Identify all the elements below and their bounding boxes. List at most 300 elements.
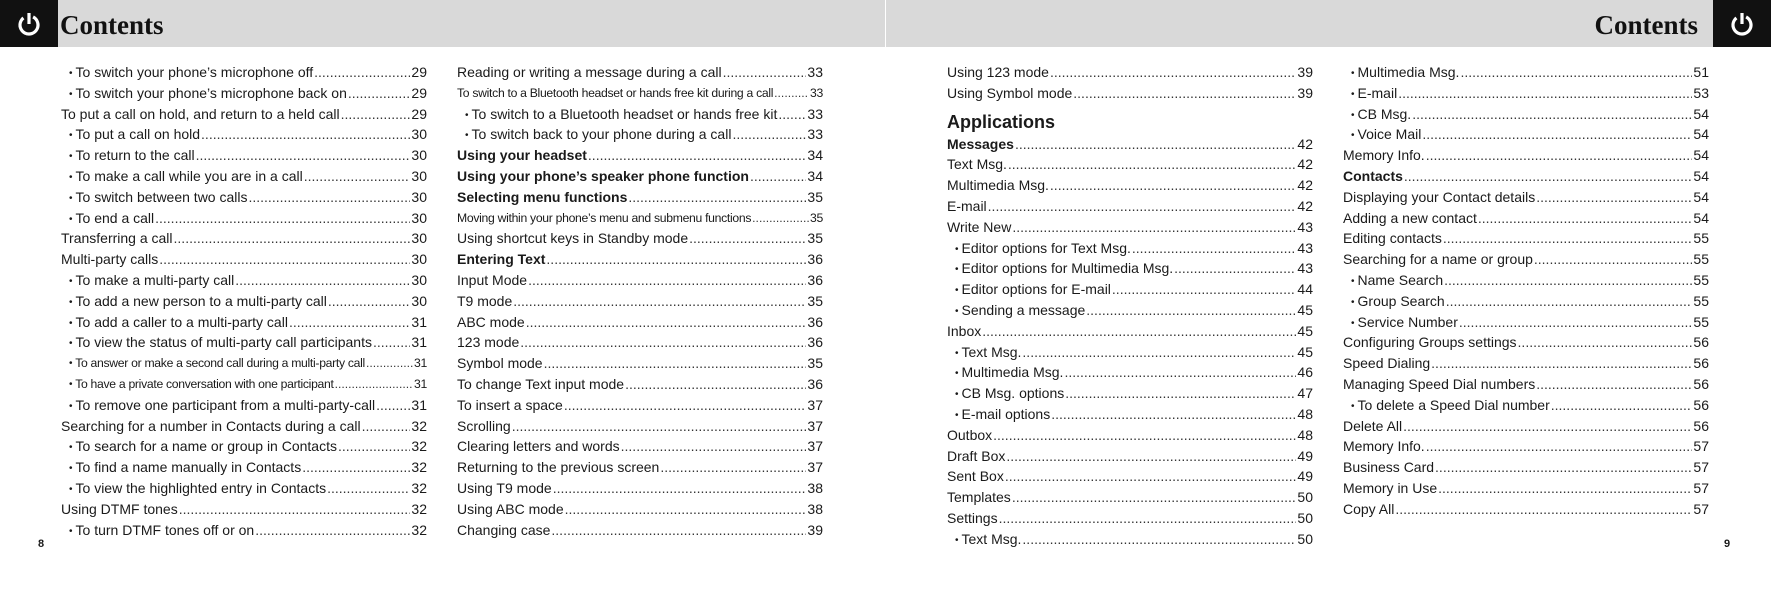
toc-page-number: 50 xyxy=(1297,530,1313,547)
dot-leader xyxy=(528,270,806,291)
toc-subentry[interactable] xyxy=(1343,83,1709,104)
toc-entry-title: T9 mode xyxy=(457,292,513,309)
dot-leader xyxy=(512,416,807,437)
dot-leader xyxy=(1015,134,1296,155)
toc-entry[interactable] xyxy=(457,499,823,520)
power-icon xyxy=(0,0,58,47)
toc-subentry[interactable] xyxy=(61,436,427,457)
toc-entry[interactable] xyxy=(1343,478,1709,499)
dot-leader xyxy=(520,332,806,353)
toc-entry-title: • To add a new person to a multi-party call xyxy=(69,291,327,312)
toc-entry[interactable] xyxy=(1343,332,1709,353)
toc-entry[interactable] xyxy=(1343,145,1709,166)
toc-entry-title: • To remove one participant from a multi-party-call xyxy=(69,395,375,416)
page-number-right: 9 xyxy=(1724,538,1731,550)
toc-entry-title: Using your headset xyxy=(457,147,587,164)
toc-entry[interactable] xyxy=(947,321,1313,342)
toc-entry[interactable] xyxy=(457,187,823,208)
toc-entry-title: Using ABC mode xyxy=(457,500,564,517)
toc-page-number: 32 xyxy=(411,438,427,455)
toc-entry[interactable] xyxy=(457,228,823,249)
toc-entry-title: Returning to the previous screen xyxy=(457,459,660,476)
dot-leader xyxy=(1534,249,1693,270)
toc-entry-title: Clearing letters and words xyxy=(457,438,620,455)
toc-page-number: 54 xyxy=(1693,147,1709,164)
toc-entry-title: • Sending a message xyxy=(955,300,1085,321)
toc-entry-title: • To view the highlighted entry in Contacts xyxy=(69,478,326,499)
toc-entry-title: Using shortcut keys in Standby mode xyxy=(457,230,689,247)
toc-entry[interactable] xyxy=(61,104,427,125)
dot-leader xyxy=(327,478,410,499)
toc-page-number: 36 xyxy=(807,313,823,330)
toc-entry[interactable] xyxy=(1343,228,1709,249)
toc-entry[interactable] xyxy=(457,457,823,478)
toc-entry[interactable] xyxy=(947,466,1313,487)
dot-leader xyxy=(732,124,806,145)
dot-leader xyxy=(660,457,806,478)
toc-page-number: 33 xyxy=(807,105,823,122)
toc-entry-title: Memory Info. xyxy=(1343,438,1425,455)
toc-page-number: 31 xyxy=(411,334,427,351)
page-title-left: Contents xyxy=(60,10,164,40)
toc-entry-title: • To make a call while you are in a call xyxy=(69,166,303,187)
toc-page-number: 30 xyxy=(411,292,427,309)
toc-entry-title: • Editor options for E-mail xyxy=(955,279,1111,300)
toc-entry-title: • E-mail xyxy=(1351,83,1397,104)
toc-page-number: 42 xyxy=(1297,177,1313,194)
toc-page-number: 37 xyxy=(807,417,823,434)
section-heading: Applications xyxy=(947,111,1056,132)
toc-subentry[interactable] xyxy=(947,238,1313,259)
toc-entry-title: Using Symbol mode xyxy=(947,84,1073,101)
toc-entry-title: Memory Info. xyxy=(1343,147,1425,164)
toc-page-number: 31 xyxy=(414,356,427,371)
toc-entry-title: • To find a name manually in Contacts xyxy=(69,457,301,478)
toc-page-number: 42 xyxy=(1297,197,1313,214)
toc-page-number: 30 xyxy=(411,209,427,226)
toc-subentry[interactable] xyxy=(1343,291,1709,312)
toc-subentry[interactable] xyxy=(1343,312,1709,333)
toc-page-number: 45 xyxy=(1297,343,1313,360)
toc-subentry[interactable] xyxy=(61,353,427,374)
dot-leader xyxy=(750,166,806,187)
toc-page-number: 38 xyxy=(807,479,823,496)
toc-entry[interactable] xyxy=(61,499,427,520)
toc-entry-title: To change Text input mode xyxy=(457,375,625,392)
toc-entry-title: • Group Search xyxy=(1351,291,1445,312)
toc-subentry[interactable] xyxy=(947,300,1313,321)
toc-page-number: 43 xyxy=(1297,218,1313,235)
toc-entry[interactable] xyxy=(1343,166,1709,187)
dot-leader xyxy=(179,499,411,520)
dot-leader xyxy=(302,457,410,478)
toc-subentry[interactable] xyxy=(61,395,427,416)
toc-page-number: 37 xyxy=(807,459,823,476)
toc-subentry[interactable] xyxy=(61,374,427,395)
toc-subentry[interactable] xyxy=(1343,62,1709,83)
toc-entry-title: Adding a new contact xyxy=(1343,209,1477,226)
toc-entry[interactable] xyxy=(457,353,823,374)
toc-page-number: 54 xyxy=(1693,167,1709,184)
dot-leader xyxy=(1444,270,1692,291)
toc-subentry[interactable] xyxy=(61,457,427,478)
toc-page-number: 53 xyxy=(1693,84,1709,101)
toc-entry[interactable] xyxy=(457,478,823,499)
dot-leader xyxy=(1065,383,1296,404)
toc-entry[interactable] xyxy=(947,487,1313,508)
dot-leader xyxy=(314,62,410,83)
toc-entry[interactable] xyxy=(457,520,823,541)
page-title-right: Contents xyxy=(1594,10,1698,40)
dot-leader xyxy=(366,353,413,374)
toc-entry-title: Outbox xyxy=(947,426,993,443)
dot-leader xyxy=(1460,62,1692,83)
toc-entry-title: • To switch to a Bluetooth headset or hands free kit xyxy=(465,104,777,125)
toc-subentry[interactable] xyxy=(457,124,823,145)
toc-subentry[interactable] xyxy=(61,520,427,541)
toc-entry-title: Multimedia Msg. xyxy=(947,177,1049,194)
toc-column-2 xyxy=(457,62,823,540)
dot-leader xyxy=(1412,104,1692,125)
toc-subentry[interactable] xyxy=(61,478,427,499)
toc-entry[interactable] xyxy=(947,425,1313,446)
toc-entry-title: Draft Box xyxy=(947,447,1006,464)
toc-entry[interactable] xyxy=(457,332,823,353)
toc-page-number: 51 xyxy=(1693,64,1709,80)
toc-entry[interactable] xyxy=(947,446,1313,467)
toc-entry[interactable] xyxy=(457,395,823,416)
toc-entry-title: Configuring Groups settings xyxy=(1343,334,1517,351)
toc-subentry[interactable] xyxy=(1343,124,1709,145)
toc-page-number: 30 xyxy=(411,251,427,268)
dot-leader xyxy=(1536,187,1692,208)
toc-page-number: 32 xyxy=(411,479,427,496)
dot-leader xyxy=(621,436,807,457)
toc-entry-title: • To put a call on hold xyxy=(69,124,200,145)
toc-subentry[interactable] xyxy=(61,291,427,312)
toc-page-number: 35 xyxy=(810,210,823,225)
toc-page-number: 33 xyxy=(810,85,823,100)
toc-entry[interactable] xyxy=(1343,457,1709,478)
toc-entry-title: 123 mode xyxy=(457,334,520,351)
toc-entry[interactable] xyxy=(947,196,1313,217)
dot-leader xyxy=(201,124,410,145)
toc-entry-title: Memory in Use xyxy=(1343,479,1438,496)
toc-page-number: 39 xyxy=(1297,64,1313,80)
toc-entry-title: • Multimedia Msg. xyxy=(955,362,1063,383)
toc-entry-title: Messages xyxy=(947,135,1014,152)
dot-leader xyxy=(1050,62,1296,83)
dot-leader xyxy=(1112,279,1297,300)
toc-subentry[interactable] xyxy=(1343,395,1709,416)
dot-leader xyxy=(1398,83,1692,104)
toc-page-number: 33 xyxy=(807,64,823,80)
toc-subentry[interactable] xyxy=(1343,104,1709,125)
toc-entry[interactable] xyxy=(947,154,1313,175)
toc-page-number: 55 xyxy=(1693,271,1709,288)
toc-page-number: 31 xyxy=(414,376,427,391)
toc-entry-title: Delete All xyxy=(1343,417,1403,434)
dot-leader xyxy=(1435,457,1692,478)
toc-page-number: 56 xyxy=(1693,334,1709,351)
dot-leader xyxy=(335,374,413,395)
dot-leader xyxy=(362,416,411,437)
dot-leader xyxy=(993,425,1296,446)
toc-entry-title: • Multimedia Msg. xyxy=(1351,62,1459,83)
toc-entry-title: Write New xyxy=(947,218,1012,235)
dot-leader xyxy=(174,228,411,249)
toc-entry-title: • CB Msg. options xyxy=(955,383,1064,404)
toc-entry[interactable] xyxy=(1343,187,1709,208)
toc-entry-title: Using your phone’s speaker phone function xyxy=(457,167,749,184)
toc-entry-title: ABC mode xyxy=(457,313,525,330)
dot-leader xyxy=(544,353,807,374)
toc-page-number: 54 xyxy=(1693,209,1709,226)
toc-entry[interactable] xyxy=(457,83,823,104)
toc-entry[interactable] xyxy=(457,270,823,291)
toc-subentry[interactable] xyxy=(947,342,1313,363)
dot-leader xyxy=(1022,342,1296,363)
toc-entry[interactable] xyxy=(457,249,823,270)
toc-entry-title: • Editor options for Multimedia Msg. xyxy=(955,258,1173,279)
toc-entry-title: • E-mail options xyxy=(955,404,1050,425)
toc-page-number: 39 xyxy=(807,521,823,538)
dot-leader xyxy=(196,145,411,166)
dot-leader xyxy=(1551,395,1693,416)
toc-entry-title: Editing contacts xyxy=(1343,230,1442,247)
toc-entry-title: Changing case xyxy=(457,521,551,538)
dot-leader xyxy=(1132,238,1297,259)
dot-leader xyxy=(155,208,410,229)
toc-entry-title: Contacts xyxy=(1343,167,1403,184)
dot-leader xyxy=(1536,374,1692,395)
dot-leader xyxy=(565,499,807,520)
dot-leader xyxy=(1051,404,1296,425)
toc-entry[interactable] xyxy=(457,374,823,395)
toc-page-number: 54 xyxy=(1693,188,1709,205)
dot-leader xyxy=(1174,258,1296,279)
toc-entry-title: • To answer or make a second call during a multi-party call xyxy=(69,353,365,374)
toc-entry[interactable] xyxy=(947,62,1313,83)
toc-entry-title: Searching for a number in Contacts during a call xyxy=(61,417,361,434)
dot-leader xyxy=(564,395,807,416)
dot-leader xyxy=(328,291,411,312)
toc-page-number: 43 xyxy=(1297,239,1313,256)
toc-subentry[interactable] xyxy=(947,279,1313,300)
toc-page-number: 31 xyxy=(411,396,427,413)
dot-leader xyxy=(376,395,410,416)
toc-page-number: 39 xyxy=(1297,84,1313,101)
toc-page-number: 48 xyxy=(1297,426,1313,443)
toc-entry[interactable] xyxy=(457,312,823,333)
toc-page-number: 55 xyxy=(1693,313,1709,330)
toc-entry[interactable] xyxy=(61,228,427,249)
toc-subentry[interactable] xyxy=(947,258,1313,279)
toc-page-number: 50 xyxy=(1297,509,1313,526)
toc-subentry[interactable] xyxy=(947,404,1313,425)
toc-entry-title: Reading or writing a message during a call xyxy=(457,64,722,80)
toc-entry[interactable] xyxy=(947,83,1313,104)
toc-page-number: 32 xyxy=(411,500,427,517)
dot-leader xyxy=(1426,145,1693,166)
toc-page-number: 35 xyxy=(807,230,823,247)
toc-page-number: 35 xyxy=(807,188,823,205)
toc-entry-title: • Text Msg. xyxy=(955,342,1021,363)
toc-subentry[interactable] xyxy=(61,312,427,333)
toc-entry-title: Using 123 mode xyxy=(947,64,1049,80)
dot-leader xyxy=(1064,362,1296,383)
dot-leader xyxy=(553,478,807,499)
dot-leader xyxy=(1426,436,1693,457)
toc-page-number: 57 xyxy=(1693,479,1709,496)
toc-page-number: 42 xyxy=(1297,135,1313,152)
toc-entry-title: • To return to the call xyxy=(69,145,195,166)
toc-entry[interactable] xyxy=(1343,499,1709,520)
toc-entry-title: Displaying your Contact details xyxy=(1343,188,1536,205)
toc-subentry[interactable] xyxy=(61,62,427,83)
toc-subentry[interactable] xyxy=(947,362,1313,383)
toc-entry[interactable] xyxy=(457,208,823,229)
toc-entry-title: • Editor options for Text Msg. xyxy=(955,238,1131,259)
toc-subentry[interactable] xyxy=(61,83,427,104)
toc-entry[interactable] xyxy=(1343,208,1709,229)
toc-entry-title: To insert a space xyxy=(457,396,563,413)
toc-entry-title: Speed Dialing xyxy=(1343,355,1431,372)
toc-entry-title: Selecting menu functions xyxy=(457,188,628,205)
toc-entry[interactable] xyxy=(1343,436,1709,457)
toc-entry[interactable] xyxy=(457,145,823,166)
toc-entry[interactable] xyxy=(457,62,823,83)
toc-entry-title: • Voice Mail xyxy=(1351,124,1421,145)
toc-entry[interactable] xyxy=(61,249,427,270)
toc-column-3 xyxy=(947,62,1313,550)
dot-leader xyxy=(551,520,806,541)
toc-entry-title: Symbol mode xyxy=(457,355,543,372)
dot-leader xyxy=(338,436,410,457)
dot-leader xyxy=(373,332,410,353)
toc-entry[interactable] xyxy=(947,134,1313,155)
toc-page-number: 49 xyxy=(1297,468,1313,485)
toc-page-number: 56 xyxy=(1693,417,1709,434)
toc-subentry[interactable] xyxy=(457,104,823,125)
toc-page-number: 36 xyxy=(807,334,823,351)
toc-page-number: 48 xyxy=(1297,405,1313,422)
toc-subentry[interactable] xyxy=(947,529,1313,550)
toc-page-number: 30 xyxy=(411,230,427,247)
dot-leader xyxy=(999,508,1297,529)
toc-entry-title: Multi-party calls xyxy=(61,251,159,268)
dot-leader xyxy=(1012,217,1296,238)
toc-subentry[interactable] xyxy=(61,187,427,208)
toc-entry[interactable] xyxy=(457,416,823,437)
toc-entry-title: Using DTMF tones xyxy=(61,500,178,517)
dot-leader xyxy=(1446,291,1693,312)
toc-entry-title: Transferring a call xyxy=(61,230,173,247)
dot-leader xyxy=(752,208,809,229)
toc-subentry[interactable] xyxy=(61,124,427,145)
dot-leader xyxy=(1478,208,1693,229)
toc-subentry[interactable] xyxy=(61,332,427,353)
toc-entry[interactable] xyxy=(947,508,1313,529)
toc-page-number: 44 xyxy=(1297,281,1313,298)
toc-page-number: 30 xyxy=(411,126,427,143)
toc-subentry[interactable] xyxy=(61,166,427,187)
dot-leader xyxy=(1518,332,1693,353)
dot-leader xyxy=(723,62,807,83)
toc-page-number: 57 xyxy=(1693,459,1709,476)
toc-page-number: 37 xyxy=(807,438,823,455)
dot-leader xyxy=(1008,154,1297,175)
toc-entry[interactable] xyxy=(947,175,1313,196)
toc-page-number: 29 xyxy=(411,105,427,122)
toc-subentry[interactable] xyxy=(1343,270,1709,291)
toc-entry-title: • To switch your phone’s microphone off xyxy=(69,62,313,83)
toc-page-number: 33 xyxy=(807,126,823,143)
toc-page-number: 30 xyxy=(411,167,427,184)
toc-page-number: 32 xyxy=(411,459,427,476)
dot-leader xyxy=(341,104,411,125)
dot-leader xyxy=(248,187,410,208)
dot-leader xyxy=(255,520,410,541)
toc-entry-title: • To make a multi-party call xyxy=(69,270,234,291)
toc-page-number: 57 xyxy=(1693,438,1709,455)
toc-page-number: 32 xyxy=(411,417,427,434)
toc-page-number: 36 xyxy=(807,271,823,288)
toc-entry-title: To switch to a Bluetooth headset or hands free kit during a call xyxy=(457,85,774,100)
toc-entry[interactable] xyxy=(457,291,823,312)
toc-entry-title: • To add a caller to a multi-party call xyxy=(69,312,288,333)
toc-entry-title: Using T9 mode xyxy=(457,479,552,496)
dot-leader xyxy=(1022,529,1296,550)
dot-leader xyxy=(526,312,807,333)
toc-entry[interactable] xyxy=(61,416,427,437)
toc-entry-title: Business Card xyxy=(1343,459,1435,476)
dot-leader xyxy=(1086,300,1296,321)
power-icon xyxy=(1713,0,1771,47)
toc-entry[interactable] xyxy=(457,436,823,457)
toc-entry-title: • To switch your phone’s microphone back on xyxy=(69,83,347,104)
toc-entry[interactable] xyxy=(1343,416,1709,437)
toc-entry-title: • To turn DTMF tones off or on xyxy=(69,520,254,541)
toc-entry-title: Moving within your phone’s menu and submenu functions xyxy=(457,210,752,225)
toc-entry-title: • To end a call xyxy=(69,208,154,229)
toc-entry-title: • Name Search xyxy=(1351,270,1443,291)
toc-page-number: 46 xyxy=(1297,364,1313,381)
toc-entry[interactable] xyxy=(1343,374,1709,395)
toc-column-1 xyxy=(61,62,427,540)
toc-page-number: 56 xyxy=(1693,396,1709,413)
toc-page-number: 29 xyxy=(411,84,427,101)
toc-entry[interactable] xyxy=(947,217,1313,238)
toc-subentry[interactable] xyxy=(61,270,427,291)
toc-entry[interactable] xyxy=(1343,249,1709,270)
toc-page-number: 35 xyxy=(807,355,823,372)
dot-leader xyxy=(304,166,411,187)
toc-page-number: 50 xyxy=(1297,489,1313,506)
dot-leader xyxy=(289,312,410,333)
toc-subentry[interactable] xyxy=(61,208,427,229)
toc-entry[interactable] xyxy=(457,166,823,187)
toc-entry-title: Searching for a name or group xyxy=(1343,251,1533,268)
toc-entry-title: Input Mode xyxy=(457,271,528,288)
toc-entry[interactable] xyxy=(1343,353,1709,374)
toc-page-number: 55 xyxy=(1693,251,1709,268)
toc-page-number: 49 xyxy=(1297,447,1313,464)
toc-subentry[interactable] xyxy=(61,145,427,166)
toc-entry-title: • To switch back to your phone during a call xyxy=(465,124,731,145)
toc-subentry[interactable] xyxy=(947,383,1313,404)
toc-page-number: 38 xyxy=(807,500,823,517)
